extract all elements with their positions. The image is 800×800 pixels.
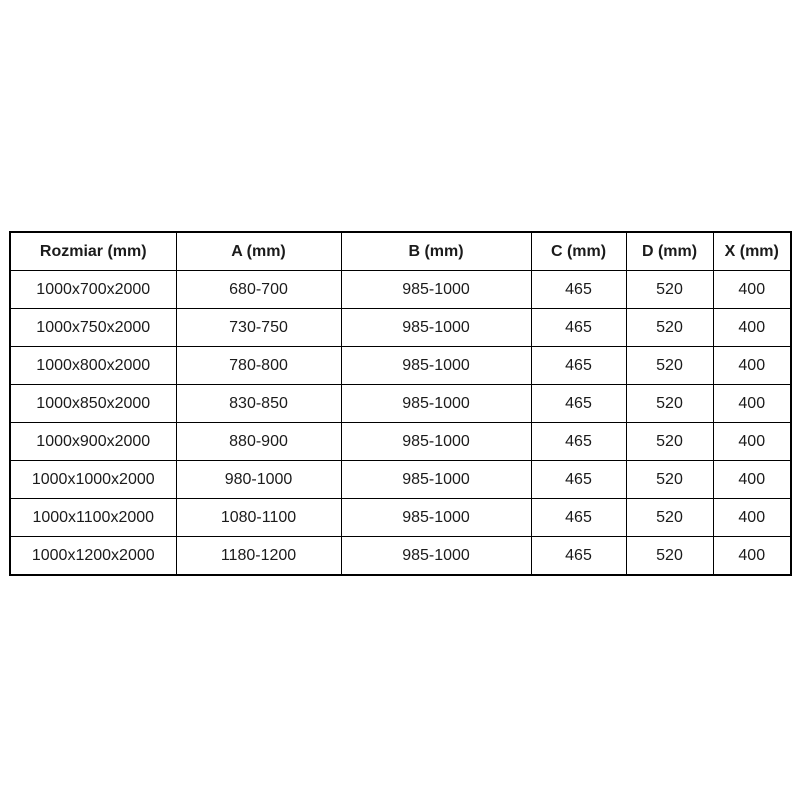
table-cell: 985-1000 xyxy=(341,537,531,576)
table-cell: 400 xyxy=(713,537,791,576)
table-cell: 985-1000 xyxy=(341,309,531,347)
table-cell: 400 xyxy=(713,423,791,461)
table-cell: 985-1000 xyxy=(341,385,531,423)
table-row xyxy=(10,423,791,461)
column-header-x: X (mm) xyxy=(713,232,791,271)
table-cell: 465 xyxy=(531,385,626,423)
table-cell: 520 xyxy=(626,347,713,385)
table-cell: 520 xyxy=(626,423,713,461)
table-row xyxy=(10,385,791,423)
table-row xyxy=(10,309,791,347)
table-cell: 985-1000 xyxy=(341,499,531,537)
column-header-a: A (mm) xyxy=(176,232,341,271)
table-cell: 1000x750x2000 xyxy=(10,309,176,347)
table-cell: 400 xyxy=(713,499,791,537)
table-cell: 1000x800x2000 xyxy=(10,347,176,385)
table-row xyxy=(10,271,791,309)
table-cell: 1000x900x2000 xyxy=(10,423,176,461)
table-cell: 1000x850x2000 xyxy=(10,385,176,423)
table-cell: 465 xyxy=(531,537,626,576)
table-cell: 1080-1100 xyxy=(176,499,341,537)
table-cell: 985-1000 xyxy=(341,347,531,385)
table-cell: 465 xyxy=(531,347,626,385)
column-header-b: B (mm) xyxy=(341,232,531,271)
table-cell: 1000x1000x2000 xyxy=(10,461,176,499)
table-cell: 400 xyxy=(713,385,791,423)
table-cell: 400 xyxy=(713,309,791,347)
table-cell: 400 xyxy=(713,347,791,385)
table-cell: 1000x700x2000 xyxy=(10,271,176,309)
table-cell: 465 xyxy=(531,271,626,309)
table-cell: 880-900 xyxy=(176,423,341,461)
table-cell: 400 xyxy=(713,271,791,309)
table-cell: 520 xyxy=(626,499,713,537)
table-row xyxy=(10,499,791,537)
table-cell: 985-1000 xyxy=(341,461,531,499)
table-cell: 465 xyxy=(531,423,626,461)
table-cell: 980-1000 xyxy=(176,461,341,499)
table-cell: 520 xyxy=(626,385,713,423)
table-cell: 520 xyxy=(626,271,713,309)
table-cell: 1180-1200 xyxy=(176,537,341,576)
dimensions-table xyxy=(9,231,792,576)
table-cell: 730-750 xyxy=(176,309,341,347)
table-cell: 1000x1200x2000 xyxy=(10,537,176,576)
table-cell: 520 xyxy=(626,309,713,347)
table-cell: 1000x1100x2000 xyxy=(10,499,176,537)
table-cell: 985-1000 xyxy=(341,271,531,309)
table-row xyxy=(10,537,791,576)
table-cell: 400 xyxy=(713,461,791,499)
table-cell: 780-800 xyxy=(176,347,341,385)
table-cell: 520 xyxy=(626,461,713,499)
table-cell: 830-850 xyxy=(176,385,341,423)
column-header-rozmiar: Rozmiar (mm) xyxy=(10,232,176,271)
table-row xyxy=(10,461,791,499)
column-header-c: C (mm) xyxy=(531,232,626,271)
table-cell: 465 xyxy=(531,461,626,499)
table-cell: 680-700 xyxy=(176,271,341,309)
column-header-d: D (mm) xyxy=(626,232,713,271)
table-cell: 520 xyxy=(626,537,713,576)
table-row xyxy=(10,347,791,385)
table-cell: 465 xyxy=(531,309,626,347)
table-cell: 985-1000 xyxy=(341,423,531,461)
table-cell: 465 xyxy=(531,499,626,537)
header-row xyxy=(10,232,791,271)
